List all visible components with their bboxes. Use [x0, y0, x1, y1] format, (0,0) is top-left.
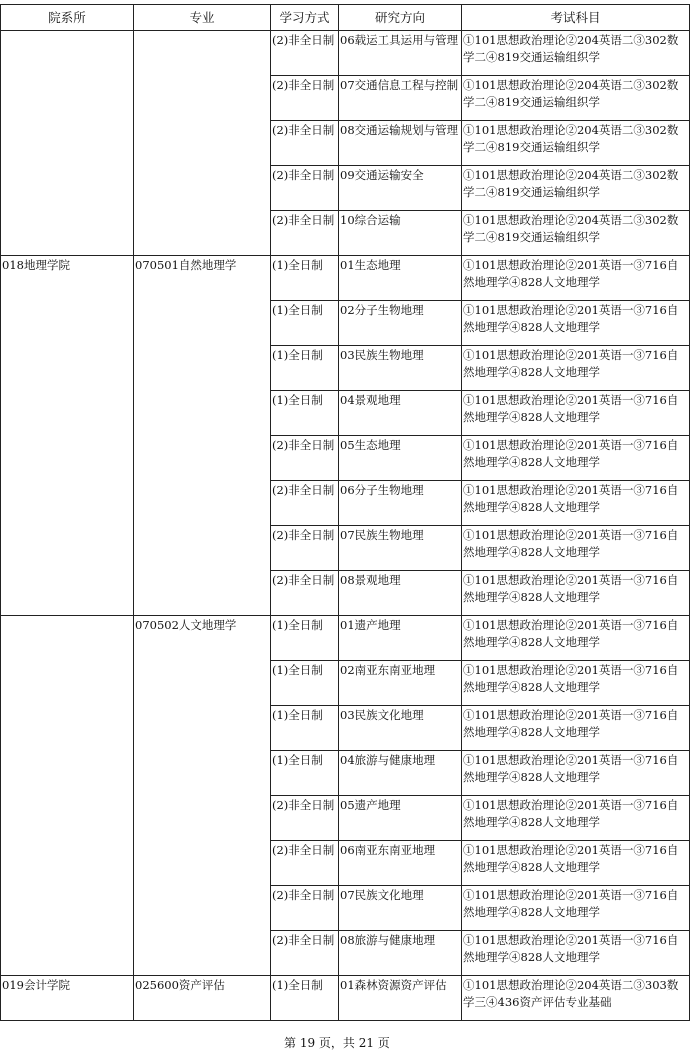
exam-cell: ①101思想政治理论②201英语一③716自然地理学④828人文地理学	[462, 391, 690, 436]
table-row	[1, 31, 690, 76]
direction-cell: 02分子生物地理	[339, 301, 462, 346]
mode-cell: (1)全日制	[271, 301, 339, 346]
direction-cell: 06载运工具运用与管理	[339, 31, 462, 76]
mode-cell: (2)非全日制	[271, 886, 339, 931]
direction-cell: 10综合运输	[339, 211, 462, 256]
exam-cell: ①101思想政治理论②201英语一③716自然地理学④828人文地理学	[462, 256, 690, 301]
exam-cell: ①101思想政治理论②201英语一③716自然地理学④828人文地理学	[462, 526, 690, 571]
table-body	[1, 31, 690, 1021]
mode-cell: (1)全日制	[271, 976, 339, 1021]
mode-cell: (2)非全日制	[271, 931, 339, 976]
exam-cell: ①101思想政治理论②201英语一③716自然地理学④828人文地理学	[462, 436, 690, 481]
exam-cell: ①101思想政治理论②204英语二③303数学三④436资产评估专业基础	[462, 976, 690, 1021]
mode-cell: (1)全日制	[271, 706, 339, 751]
major-cell	[134, 31, 271, 256]
major-cell: 070501自然地理学	[134, 256, 271, 616]
exam-cell: ①101思想政治理论②201英语一③716自然地理学④828人文地理学	[462, 571, 690, 616]
direction-cell: 01遗产地理	[339, 616, 462, 661]
exam-cell: ①101思想政治理论②204英语二③302数学二④819交通运输组织学	[462, 76, 690, 121]
direction-cell: 01生态地理	[339, 256, 462, 301]
exam-cell: ①101思想政治理论②201英语一③716自然地理学④828人文地理学	[462, 616, 690, 661]
mode-cell: (2)非全日制	[271, 211, 339, 256]
mode-cell: (2)非全日制	[271, 436, 339, 481]
direction-cell: 08景观地理	[339, 571, 462, 616]
mode-cell: (1)全日制	[271, 346, 339, 391]
mode-cell: (1)全日制	[271, 751, 339, 796]
major-cell: 025600资产评估	[134, 976, 271, 1021]
exam-cell: ①101思想政治理论②204英语二③302数学二④819交通运输组织学	[462, 166, 690, 211]
admissions-table	[0, 4, 690, 1021]
mode-cell: (2)非全日制	[271, 121, 339, 166]
direction-cell: 05遗产地理	[339, 796, 462, 841]
exam-cell: ①101思想政治理论②201英语一③716自然地理学④828人文地理学	[462, 346, 690, 391]
direction-cell: 05生态地理	[339, 436, 462, 481]
direction-cell: 07交通信息工程与控制	[339, 76, 462, 121]
exam-cell: ①101思想政治理论②201英语一③716自然地理学④828人文地理学	[462, 796, 690, 841]
direction-cell: 08交通运输规划与管理	[339, 121, 462, 166]
direction-cell: 06南亚东南亚地理	[339, 841, 462, 886]
dept-cell	[1, 616, 134, 976]
exam-cell: ①101思想政治理论②201英语一③716自然地理学④828人文地理学	[462, 751, 690, 796]
direction-cell: 09交通运输安全	[339, 166, 462, 211]
mode-cell: (2)非全日制	[271, 571, 339, 616]
mode-cell: (1)全日制	[271, 616, 339, 661]
direction-cell: 07民族文化地理	[339, 886, 462, 931]
direction-cell: 02南亚东南亚地理	[339, 661, 462, 706]
header-dept: 院系所	[1, 5, 134, 31]
direction-cell: 07民族生物地理	[339, 526, 462, 571]
direction-cell: 04景观地理	[339, 391, 462, 436]
exam-cell: ①101思想政治理论②201英语一③716自然地理学④828人文地理学	[462, 301, 690, 346]
mode-cell: (2)非全日制	[271, 481, 339, 526]
header-exam: 考试科目	[462, 5, 690, 31]
major-cell: 070502人文地理学	[134, 616, 271, 976]
table-row	[1, 256, 690, 301]
header-mode: 学习方式	[271, 5, 339, 31]
header-row	[1, 5, 690, 31]
mode-cell: (2)非全日制	[271, 526, 339, 571]
table-row	[1, 616, 690, 661]
exam-cell: ①101思想政治理论②201英语一③716自然地理学④828人文地理学	[462, 481, 690, 526]
mode-cell: (2)非全日制	[271, 31, 339, 76]
exam-cell: ①101思想政治理论②204英语二③302数学二④819交通运输组织学	[462, 31, 690, 76]
mode-cell: (1)全日制	[271, 256, 339, 301]
exam-cell: ①101思想政治理论②204英语二③302数学二④819交通运输组织学	[462, 211, 690, 256]
dept-cell	[1, 31, 134, 256]
direction-cell: 03民族文化地理	[339, 706, 462, 751]
direction-cell: 04旅游与健康地理	[339, 751, 462, 796]
mode-cell: (2)非全日制	[271, 166, 339, 211]
exam-cell: ①101思想政治理论②201英语一③716自然地理学④828人文地理学	[462, 931, 690, 976]
page-footer: 第 19 页，共 21 页	[284, 1036, 390, 1050]
table-row	[1, 976, 690, 1021]
mode-cell: (2)非全日制	[271, 841, 339, 886]
dept-cell: 019会计学院	[1, 976, 134, 1021]
header-major: 专业	[134, 5, 271, 31]
exam-cell: ①101思想政治理论②204英语二③302数学二④819交通运输组织学	[462, 121, 690, 166]
direction-cell: 06分子生物地理	[339, 481, 462, 526]
exam-cell: ①101思想政治理论②201英语一③716自然地理学④828人文地理学	[462, 661, 690, 706]
direction-cell: 08旅游与健康地理	[339, 931, 462, 976]
mode-cell: (1)全日制	[271, 661, 339, 706]
mode-cell: (2)非全日制	[271, 796, 339, 841]
exam-cell: ①101思想政治理论②201英语一③716自然地理学④828人文地理学	[462, 841, 690, 886]
exam-cell: ①101思想政治理论②201英语一③716自然地理学④828人文地理学	[462, 706, 690, 751]
exam-cell: ①101思想政治理论②201英语一③716自然地理学④828人文地理学	[462, 886, 690, 931]
header-direction: 研究方向	[339, 5, 462, 31]
mode-cell: (1)全日制	[271, 391, 339, 436]
direction-cell: 03民族生物地理	[339, 346, 462, 391]
dept-cell: 018地理学院	[1, 256, 134, 616]
direction-cell: 01森林资源资产评估	[339, 976, 462, 1021]
mode-cell: (2)非全日制	[271, 76, 339, 121]
